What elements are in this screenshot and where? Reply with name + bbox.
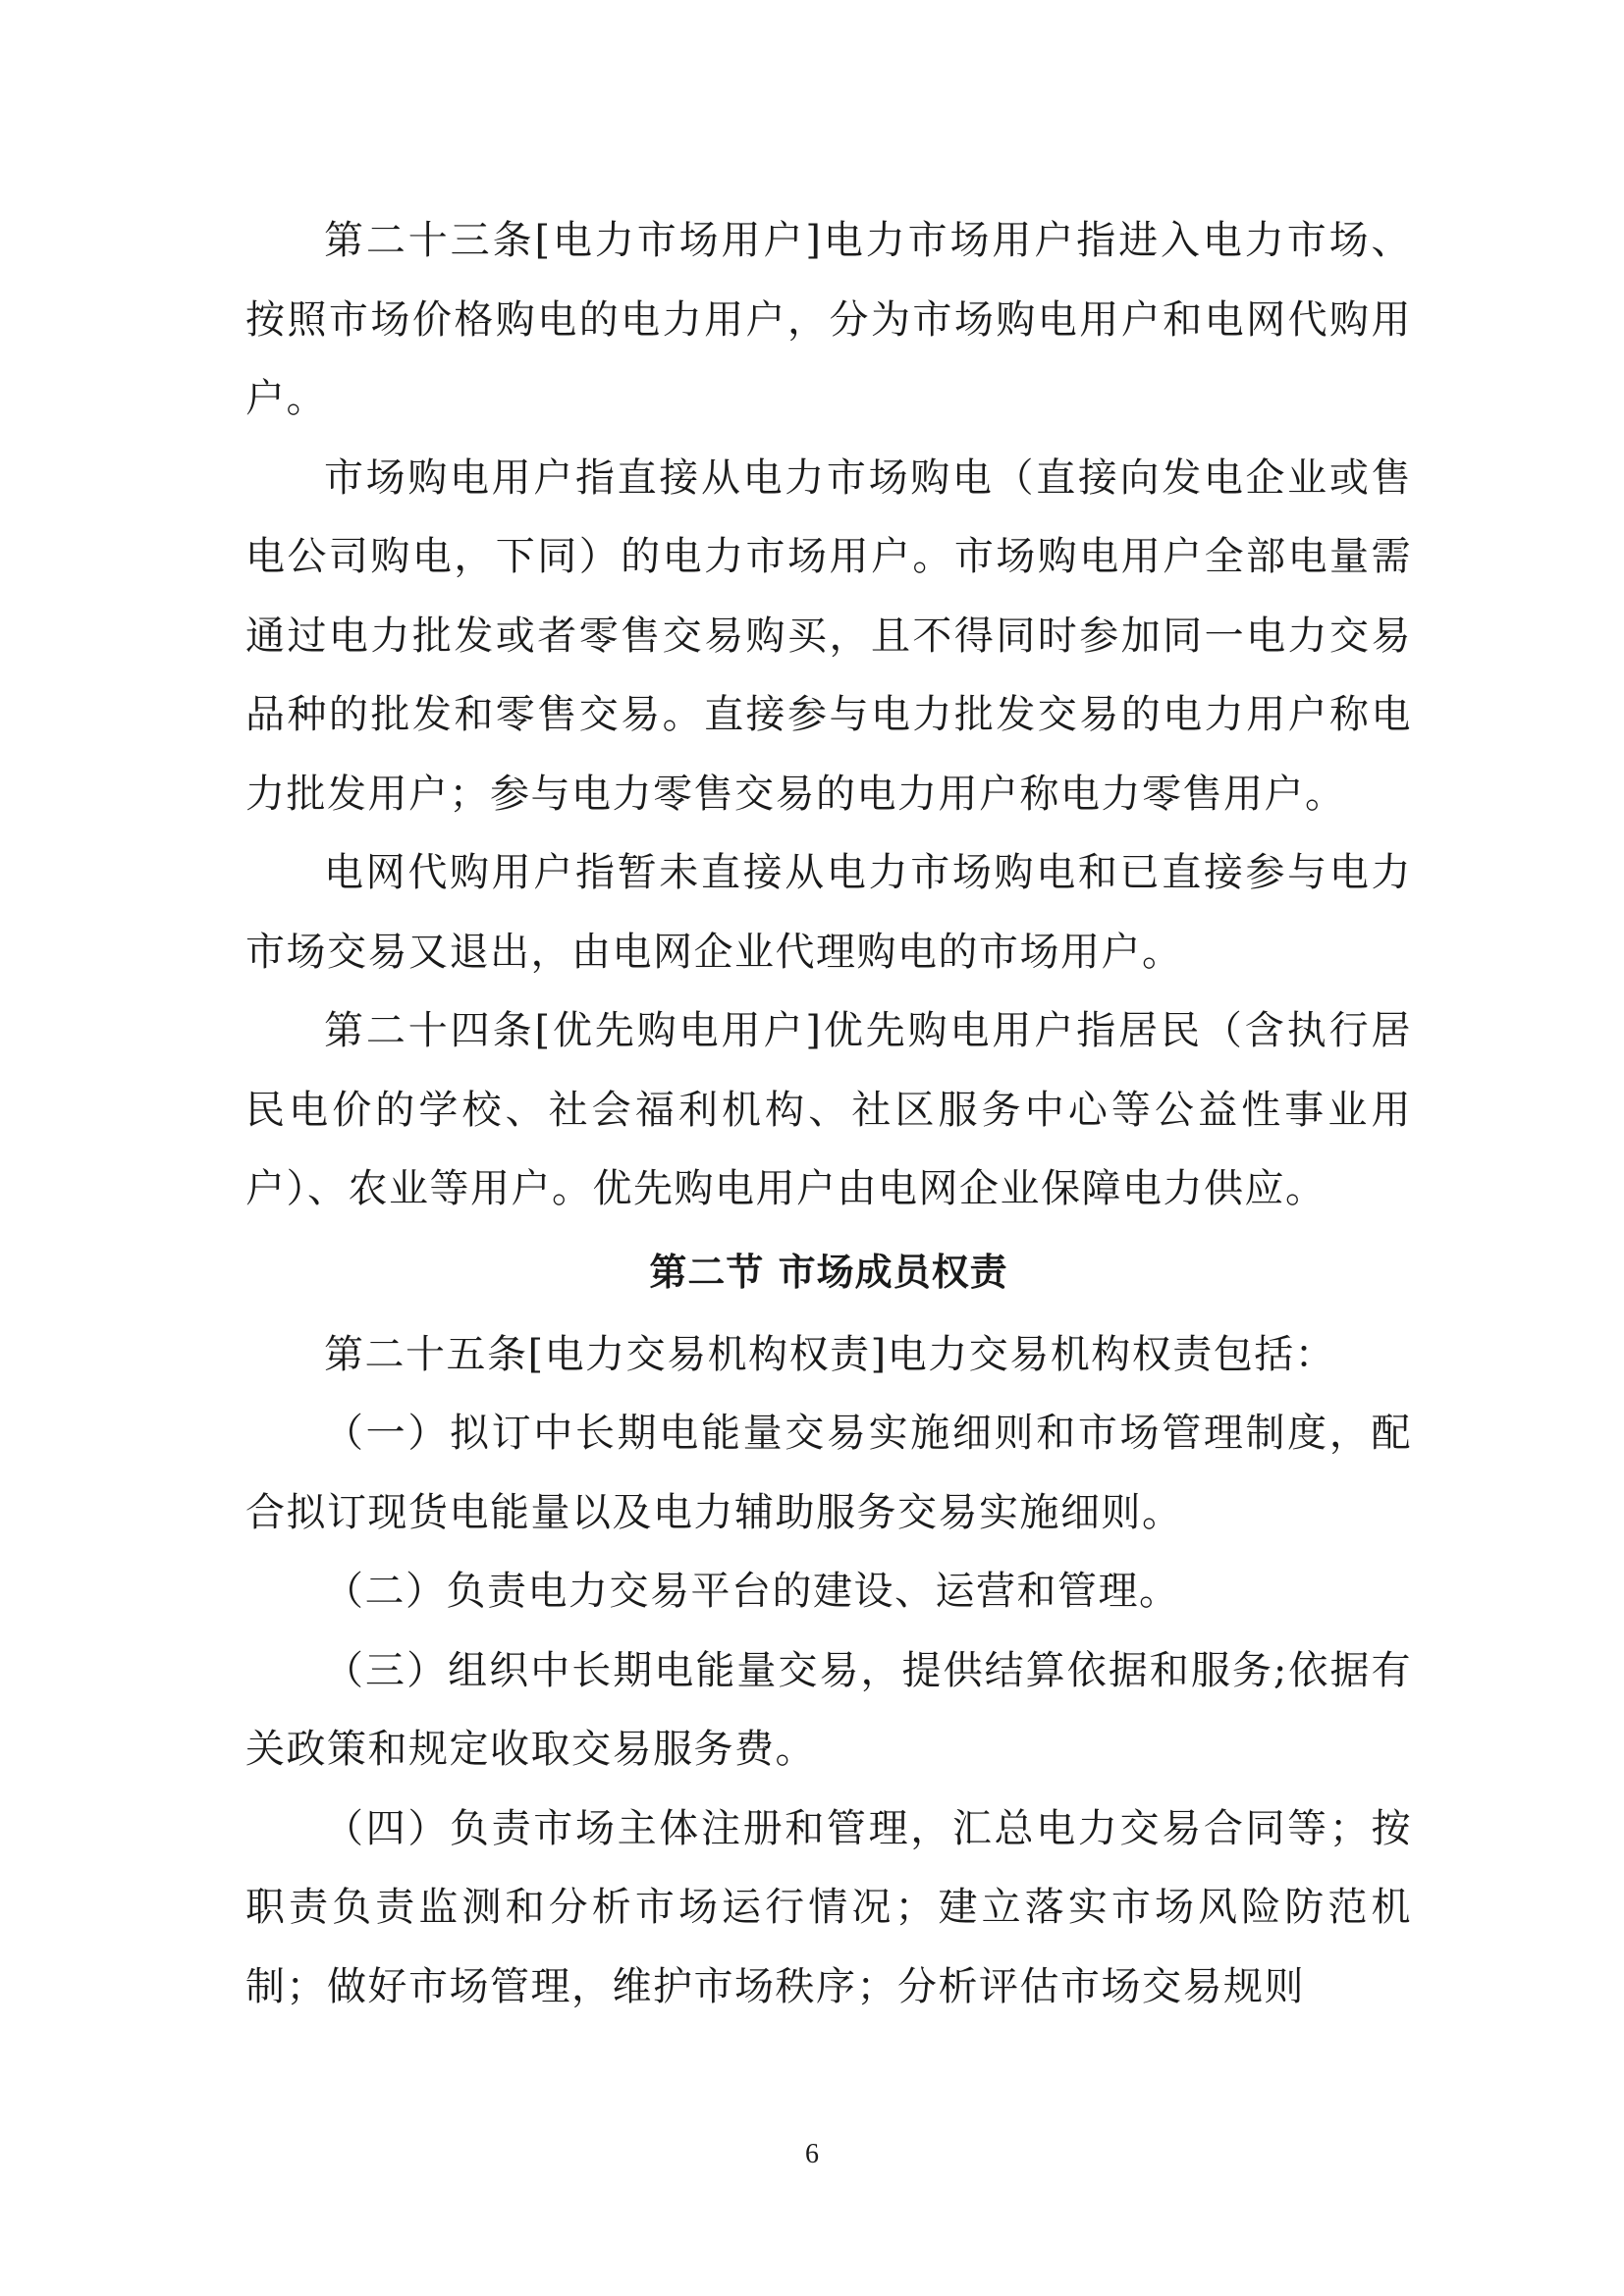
- article-23-paragraph: 第二十三条[电力市场用户]电力市场用户指进入电力市场、按照市场价格购电的电力用户，分为市场购电用户和电网代购用户。: [245, 218, 1412, 421]
- article-25-paragraph: 第二十五条[电力交易机构权责]电力交易机构权责包括：: [324, 1331, 1336, 1377]
- list-item-1: （一）拟订中长期电能量交易实施细则和市场管理制度，配合拟订现货电能量以及电力辅助服务交易实施细则。: [245, 1411, 1412, 1535]
- document-body: [245, 201, 1412, 2026]
- article-24-paragraph: 第二十四条[优先购电用户]优先购电用户指居民（含执行居民电价的学校、社会福利机构、社区服务中心等公益性事业用户）、农业等用户。优先购电用户由电网企业保障电力供应。: [245, 1008, 1412, 1211]
- list-item-3: （三）组织中长期电能量交易，提供结算依据和服务;依据有关政策和规定收取交易服务费。: [245, 1647, 1412, 1772]
- page-number: 6: [805, 2139, 819, 2169]
- list-item-4: （四）负责市场主体注册和管理，汇总电力交易合同等；按职责负责监测和分析市场运行情况；建立落实市场风险防范机制；做好市场管理，维护市场秩序；分析评估市场交易规则: [245, 1805, 1412, 2009]
- section-heading: 第二节 市场成员权责: [649, 1250, 1008, 1294]
- market-purchase-user-paragraph: 市场购电用户指直接从电力市场购电（直接向发电企业或售电公司购电，下同）的电力市场用户。市场购电用户全部电量需通过电力批发或者零售交易购买，且不得同时参加同一电力交易品种的批发和零售交易。直接参与电力批发交易的电力用户称电力批发用户；参与电力零售交易的电力用户称电力零售用户。: [245, 454, 1412, 817]
- list-item-2: （二）负责电力交易平台的建设、运营和管理。: [324, 1569, 1180, 1614]
- grid-agent-user-paragraph: 电网代购用户指暂未直接从电力市场购电和已直接参与电力市场交易又退出，由电网企业代理购电的市场用户。: [245, 850, 1412, 975]
